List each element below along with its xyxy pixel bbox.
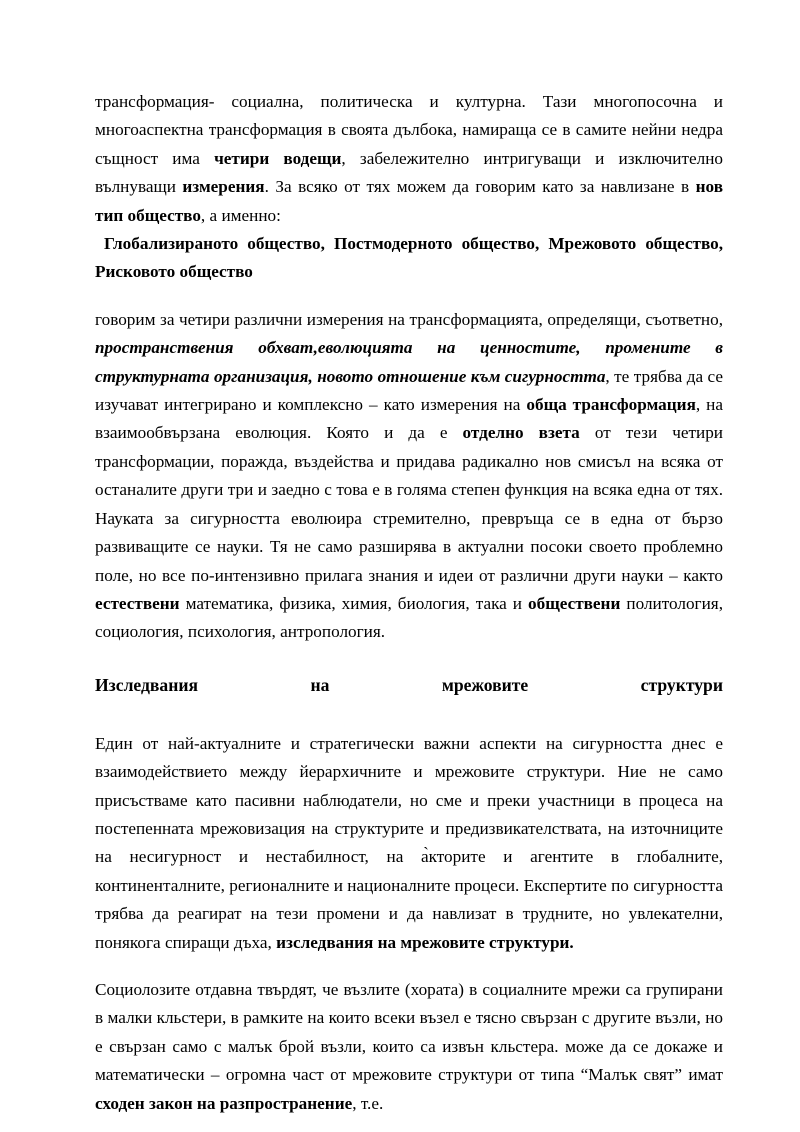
text-run: Един от най-актуалните и стратегически важни аспекти на сигурността днес е взаимодействието между йерархичните и мрежовите структури. Ние не само присъстваме като пасивни наблюдатели, но сме и преки участници в процеса на постепенната мрежовизация на структурите и предизвикателствата, на източниците на несигурност и нестабилност, на а̀кторите и агентите в глобалните, континенталните, регионалните и националните процеси. Експертите по сигурността трябва да реагират на тези промени и да навлизат в трудните, но увлекателни, понякога спиращи дъха, — [95, 733, 723, 952]
text-run: . За всяко от тях можем да говорим като за навлизане в — [264, 177, 696, 197]
text-run-bold: сходен закон на разпространение — [95, 1093, 353, 1113]
paragraph-network-research — [95, 730, 723, 957]
heading-word-1: Изследвания — [95, 674, 199, 695]
text-run-bold: измерения — [182, 177, 265, 197]
text-run: , т.е. — [352, 1093, 384, 1113]
text-run: , забележително интригуващи и изключително вълнуващи — [95, 148, 723, 197]
heading-word-4: структури — [640, 674, 723, 695]
paragraph-transformation — [95, 88, 723, 230]
text-run: от тези четири трансформации, поражда, въздейства и придава радикално нов смисъл на всяка от останалите други три и заедно с това е в голяма степен функция на всяка една от тях. Науката за сигурността еволюира стремително, превръща се в една от бързо развиващите се науки. Тя не само разширява в актуални посоки своето проблемно поле, но все по-интензивно прилага знания и идеи от различни други науки – както — [95, 423, 723, 585]
text-run-bold: обществени — [528, 593, 621, 613]
text-run-bold: обща трансформация — [526, 395, 696, 415]
society-types-text: Глобализираното общество, Постмодерното общество, Мрежовото общество, Рисковото общество — [95, 234, 723, 282]
text-run-bold: изследвания на мрежовите структури. — [276, 932, 574, 952]
heading-word-2: на — [310, 674, 330, 695]
text-run-bold: четири водещи — [214, 148, 342, 168]
paragraph-sociologists — [95, 976, 723, 1118]
text-run: говорим за четири различни измерения на трансформацията, определящи, съответно, — [95, 309, 723, 329]
text-run: , а именно: — [200, 205, 281, 225]
document-body — [95, 88, 723, 1118]
text-run: политология, социология, психология, антропология. — [95, 593, 723, 642]
text-run: трансформация- социална, политическа и културна. Тази многопосочна и многоаспектна трансформация в своята дълбока, намираща се в самите нейни недра същност има — [95, 92, 723, 168]
text-run: Социолозите отдавна твърдят, че възлите (хората) в социалните мрежи са групирани в малки кльстери, в рамките на които всеки възел е тясно свързан с другите възли, но е свързан само с малък брой възли, които са извън кльстера. може да се докаже и математически – огромна част от мрежовите структури от типа “Малък свят” имат — [95, 979, 723, 1085]
paragraph-dimensions — [95, 306, 723, 647]
heading-network-structures — [95, 670, 723, 730]
paragraph-society-types — [95, 230, 723, 287]
heading-line — [95, 670, 723, 700]
text-run: , те трябва да се изучават интегрирано и комплексно – като измерения на — [95, 366, 723, 415]
text-run-bold-italic: пространствения обхват,еволюцията на ценностите, промените в структурната организация, новото отношение към сигурността — [95, 338, 723, 386]
text-run: математика, физика, химия, биология, така и — [179, 593, 529, 613]
heading-word-3: мрежовите — [441, 674, 529, 695]
text-run-bold: нов тип общество — [95, 177, 723, 225]
text-run-bold: естествени — [95, 593, 180, 613]
text-run: , на взаимообвързана еволюция. Която и да е — [95, 395, 723, 443]
text-run-bold: отделно взета — [462, 423, 580, 443]
